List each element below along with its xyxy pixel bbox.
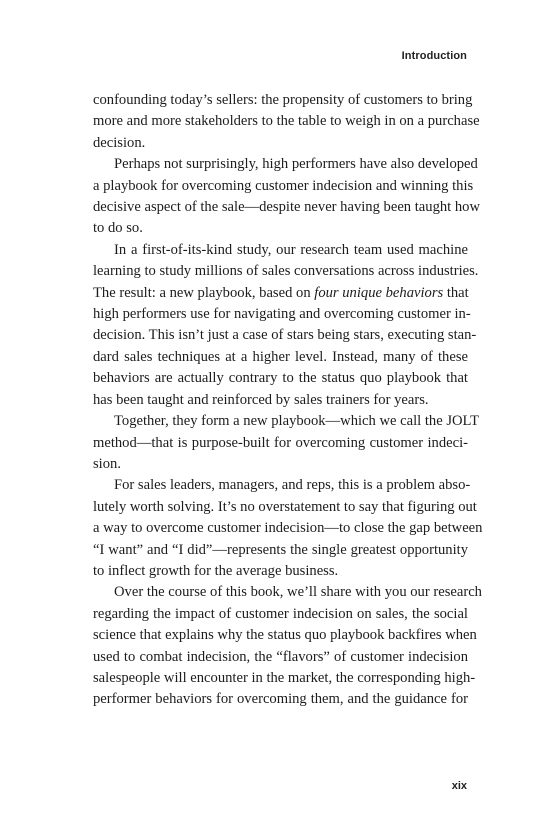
body-text: [93, 90, 483, 711]
text-line: Together, they form a new playbook—which we call the JOLT: [114, 413, 480, 430]
text-line: a playbook for overcoming customer indecision and winning this: [93, 177, 474, 194]
text-line: high performers use for navigating and overcoming customer in-: [93, 306, 471, 323]
paragraph-2: [93, 154, 481, 240]
text-line: performer behaviors for overcoming them, and the guidance for: [93, 691, 468, 708]
text-line: learning to study millions of sales conversations across industries.: [93, 263, 479, 280]
text-line: [93, 283, 468, 304]
text-line: salespeople will encounter in the market, the corresponding high-: [93, 669, 476, 686]
text-line: more and more stakeholders to the table to weigh in on a purchase: [93, 113, 480, 130]
emphasis-four-unique-behaviors: four unique behaviors: [314, 284, 444, 301]
text-run: that: [443, 284, 469, 301]
text-line: Perhaps not surprisingly, high performers have also developed: [114, 156, 478, 173]
text-line: to do so.: [93, 220, 143, 237]
page-number: xix: [451, 780, 467, 792]
text-line: behaviors are actually contrary to the status quo playbook that: [93, 370, 468, 387]
text-line: dard sales techniques at a higher level. Instead, many of these: [93, 348, 468, 365]
text-line: lutely worth solving. It’s no overstatement to say that figuring out: [93, 498, 477, 515]
text-line: decisive aspect of the sale—despite never having been taught how: [93, 199, 481, 216]
text-line: decision.: [93, 134, 146, 151]
text-line: “I want” and “I did”—represents the single greatest opportunity: [93, 541, 468, 558]
text-line: For sales leaders, managers, and reps, this is a problem abso-: [114, 477, 471, 494]
text-run: The result: a new playbook, based on: [93, 284, 315, 301]
paragraph-3: [93, 240, 479, 411]
running-head: Introduction: [401, 50, 467, 62]
paragraph-4: [93, 411, 480, 475]
text-line: regarding the impact of customer indecision on sales, the social: [93, 605, 468, 622]
text-line: method—that is purpose-built for overcoming customer indeci-: [93, 434, 468, 451]
paragraph-1: [93, 90, 480, 154]
text-line: used to combat indecision, the “flavors” of customer indecision: [93, 648, 468, 665]
text-line: decision. This isn’t just a case of stars being stars, executing stan-: [93, 327, 477, 344]
text-line: has been taught and reinforced by sales trainers for years.: [93, 391, 429, 408]
text-line: confounding today’s sellers: the propensity of customers to bring: [93, 92, 473, 108]
text-line: a way to overcome customer indecision—to close the gap between: [93, 520, 483, 537]
text-line: In a first-of-its-kind study, our research team used machine: [114, 241, 468, 258]
text-line: to inflect growth for the average business.: [93, 562, 339, 579]
text-line: sion.: [93, 455, 121, 472]
paragraph-5: [93, 475, 483, 582]
text-line: Over the course of this book, we’ll share with you our research: [114, 584, 482, 601]
paragraph-6: [93, 582, 482, 710]
text-line: science that explains why the status quo playbook backfires when: [93, 627, 477, 644]
